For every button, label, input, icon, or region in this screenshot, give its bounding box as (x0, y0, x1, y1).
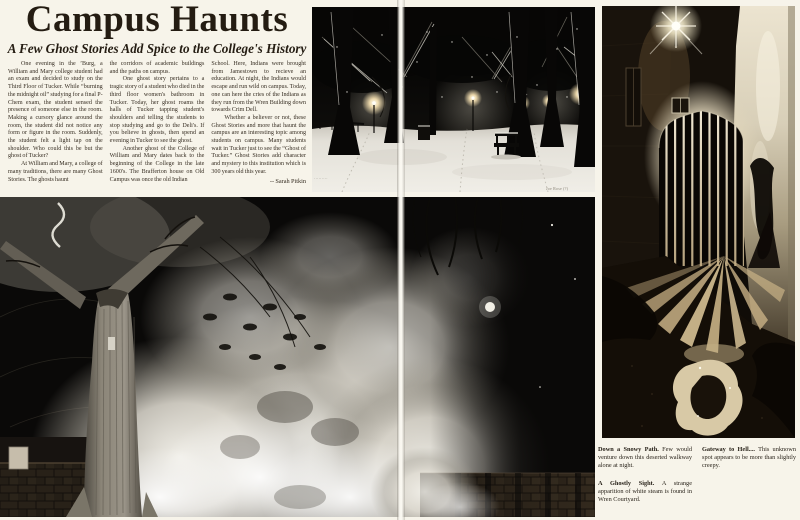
page-title: Campus Haunts (25, 0, 289, 40)
article-column-3 (211, 61, 306, 185)
paragraph: Another ghost of the College of William and Mary dates back to the beginning of the College in the late 1600's. The Brafferton house on Old Campus was once the old Indian (109, 145, 205, 183)
article-body (8, 61, 306, 185)
snowy-path-illustration (312, 7, 595, 192)
article-column-1 (8, 61, 103, 185)
ghostly-steam-illustration (0, 197, 595, 517)
caption-text: Few would venture down this deserted walkway alone at night. (598, 446, 692, 469)
caption-lead: Gateway to Hell.... (702, 446, 755, 453)
paragraph: At William and Mary, a college of many traditions, there are many Ghost Stories. The ghosts haunt (8, 161, 103, 183)
snowy-path-photo (312, 7, 595, 192)
article-column-2 (110, 61, 205, 185)
caption-gateway (702, 446, 796, 470)
caption-lead: Down a Snowy Path. (598, 446, 659, 453)
ghostly-steam-photo (0, 197, 595, 517)
caption-column-2 (702, 446, 796, 514)
caption-text: A strange apparition of white steam is found in Wren Courtyard. (598, 480, 692, 503)
page-subtitle: A Few Ghost Stories Add Spice to the College's History (7, 41, 307, 56)
photo-credit: Joe Rose (?) (546, 186, 569, 191)
paragraph: the corridors of academic buildings and the paths on campus. (109, 61, 205, 75)
photo-credit-stamp: ········· (314, 176, 328, 181)
byline: -- Sarah Pitkin (269, 177, 307, 185)
masthead (6, 0, 308, 56)
paragraph: Whether a believer or not, these Ghost Stories and more that haunt the campus are an interesting topic among students on campus. Many students wait in Tucker just to see the “Ghost of Tucker.” Ghost Stories add character and mystery to this institution which is 300 years old this year. (211, 114, 307, 175)
gateway-photo (602, 6, 795, 438)
paragraph: One evening in the ’Burg, a William and Mary college student had an exam and decided to study on the Third Floor of Tucker. While “burning the midnight oil” studying for a final P-Chem exam, the student sensed the presence of someone else in the room. Making a cursory glance around the room, the student did not notice any form or figure in the room. Suddenly, the student felt a light tap on the shoulder. Who could this be but the ghost of Tucker? (8, 61, 103, 160)
caption-column-1 (598, 446, 692, 514)
captions (598, 446, 796, 514)
gateway-illustration (602, 6, 795, 438)
paragraph: One ghost story pertains to a tragic story of a student who died in the third floor women's bathroom in Tucker. Today, her ghost roams the halls of Tucker tapping student's shoulders and telling the students to stop studying and go to the Deli's. If you believe in ghosts, then spend an evening in Tucker to see the ghost. (109, 76, 205, 145)
caption-ghostly-sight (598, 480, 692, 504)
caption-snowy-path (598, 446, 692, 470)
paragraph: School. Here, Indians were brought from Jamestown to recieve an education. At night, the Indians would escape and run wild on campus. Today, one can here the cries of the Indians as they run from the Wren Building down towards Crim Dell. (211, 61, 307, 114)
caption-text: This unknown spot appears to be more than slightly creepy. (702, 446, 796, 469)
caption-lead: A Ghostly Sight. (598, 480, 655, 487)
